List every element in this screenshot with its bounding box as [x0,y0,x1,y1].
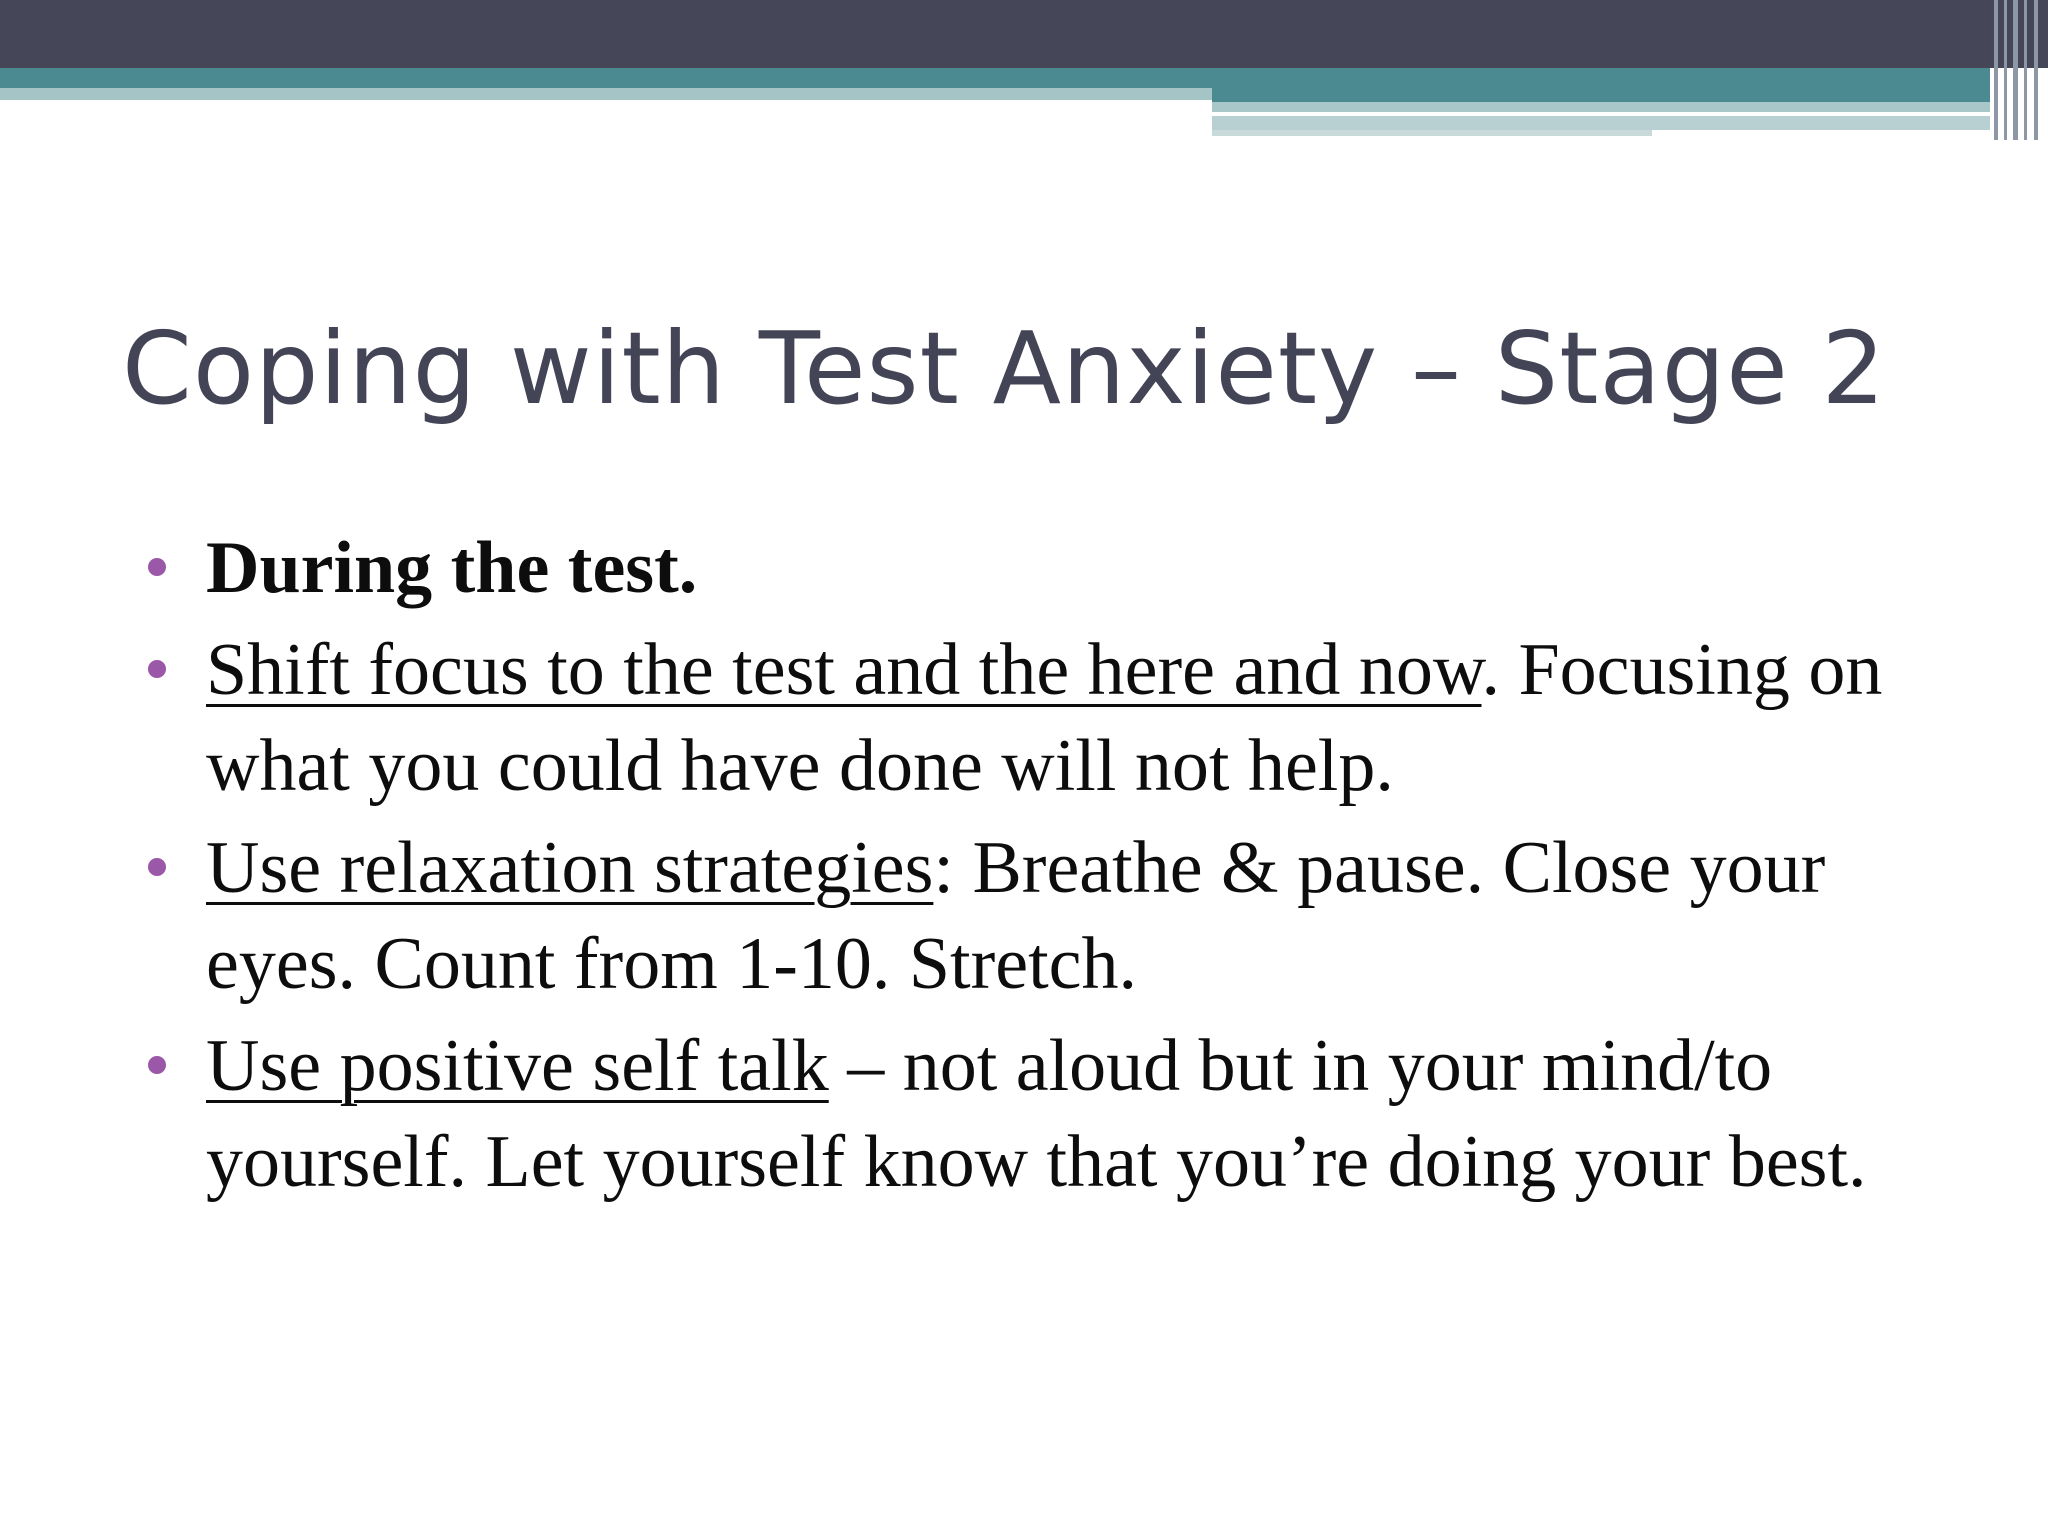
header-band-teal [0,68,1990,88]
bullet-item [140,820,1940,1012]
header-band-light [0,88,1212,100]
header-rail [1212,116,1990,130]
header-band-teal-right [1212,88,1990,102]
bullet-item [140,622,1940,814]
slide-title: Coping with Test Anxiety – Stage 2 [122,310,1887,427]
bullet-item [140,1018,1940,1210]
bullet-lead: Use relaxation strategies [206,827,934,909]
bullet-lead: During the test. [206,527,698,609]
bullet-lead: Shift focus to the test and the here and now [206,629,1482,711]
bullet-icon [148,660,166,678]
bullet-lead: Use positive self talk [206,1025,829,1107]
bullet-icon [148,858,166,876]
bullet-icon [148,1056,166,1074]
header-band-dark [0,0,2048,68]
header-rail [1212,102,1990,112]
bullet-list [140,520,1940,1216]
bullet-icon [148,558,166,576]
bullet-text: : Breathe & pause. Close your eyes. Count from 1-10. Stretch. [206,827,1826,1005]
bullet-item [140,520,1940,616]
corner-decoration [1990,0,2048,140]
bullet-text: – not aloud but in your mind/to yourself. Let yourself know that you’re doing your best. [206,1025,1867,1203]
bullet-text: . Focusing on what you could have done will not help. [206,629,1883,807]
header-rail [1212,130,1652,136]
